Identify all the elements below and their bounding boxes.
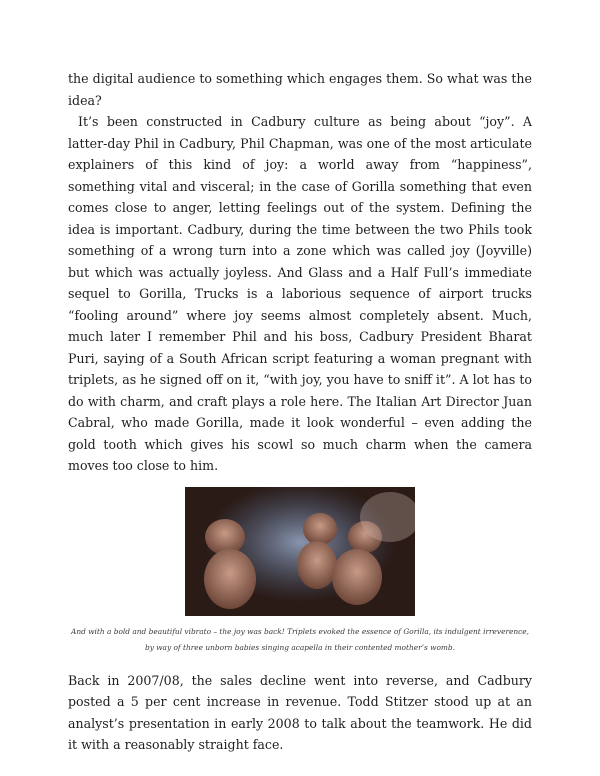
figure xyxy=(68,487,532,656)
figure-caption: And with a bold and beautiful vibrato – the joy was back! Triplets evoked the essence of Gorilla, its indulgent irreverence, by way of three unborn babies singing acapella in their contented mother’s womb. xyxy=(71,626,529,652)
document-page xyxy=(68,68,532,756)
paragraph-2: It’s been constructed in Cadbury culture as being about “joy”. A latter-day Phil in Cadbury, Phil Chapman, was one of the most articulate explainers of this kind of joy: a world away from “happiness”, something vital and visceral; in the case of Gorilla something that even comes close to anger, letting feelings out of the system. Defining the idea is important. Cadbury, during the time between the two Phils took something of a wrong turn into a zone which was called joy (Joyville) but which was actually joyless. And Glass and a Half Full’s immediate sequel to Gorilla, Trucks is a laborious sequence of airport trucks “fooling around” where joy seems almost completely absent. Much, much later I remember Phil and his boss, Cadbury President Bharat Puri, saying of a South African script featuring a woman pregnant with triplets, as he signed off on it, “with joy, you have to sniff it”. A lot has to do with charm, and craft plays a role here. The Italian Art Director Juan Cabral, who made Gorilla, made it look wonderful – even adding the gold tooth which gives his scowl so much charm when the camera moves too close to him. xyxy=(68,114,532,473)
paragraph-3: Back in 2007/08, the sales decline went into reverse, and Cadbury posted a 5 per cent increase in revenue. Todd Stitzer stood up at an analyst’s presentation in early 2008 to talk about the teamwork. He did it with a reasonably straight face. xyxy=(68,672,532,752)
paragraph-1: the digital audience to something which engages them. So what was the idea? xyxy=(68,71,532,108)
triplets-photo xyxy=(185,487,415,616)
